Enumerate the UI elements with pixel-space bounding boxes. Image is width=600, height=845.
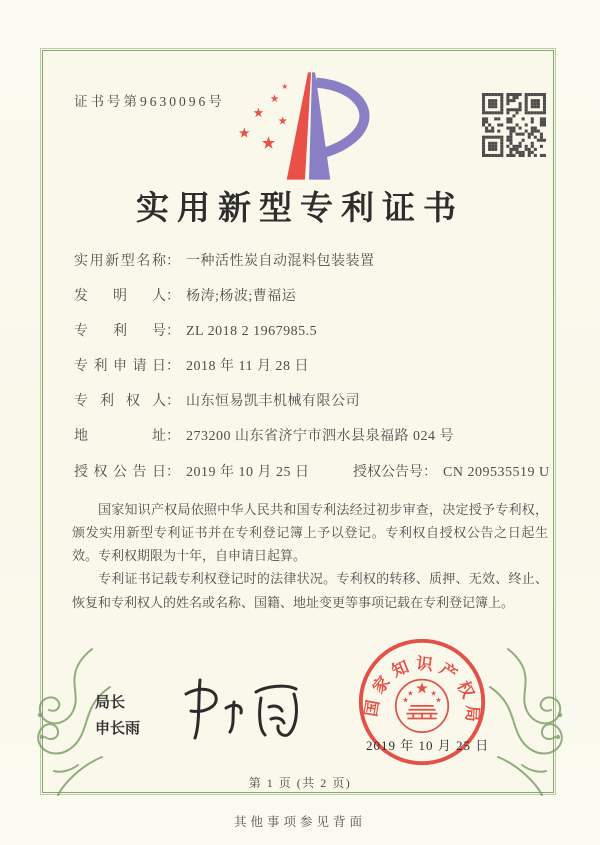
field-value: 杨涛;杨波;曹福运 [186,289,297,304]
grant-number-value: CN 209535519 U [443,465,550,480]
field-value: 山东恒易凯丰机械有限公司 [186,394,360,409]
director-signature [168,672,318,746]
see-reverse-note: 其他事项参见背面 [233,815,366,829]
legal-paragraph-2: 专利证书记载专利权登记时的法律状况。专利权的转移、质押、无效、终止、恢复和专利权人的姓名或名称、国籍、地址变更等事项记载在专利登记簿上。 [72,571,548,610]
certificate-title: 实用新型专利证书 [136,191,464,227]
grant-date-value: 2019 年 10 月 25 日 [186,465,310,480]
field-address: 地址： 273200 山东省济宁市泗水县泉福路 024 号 [74,427,544,447]
patent-office-logo-icon [222,66,394,188]
certificate-number: 证书号第9630096号 [74,94,225,109]
field-label: 授权公告日 [74,465,166,480]
field-value: 2018 年 11 月 28 日 [186,359,309,374]
seal-date: 2019 年 10 月 25 日 [366,738,490,753]
field-patentee: 专利权人： 山东恒易凯丰机械有限公司 [74,392,544,412]
legal-paragraph-1: 国家知识产权局依照中华人民共和国专利法经过初步审查，决定授予专利权，颁发实用新型专利证书并在专利登记簿上予以登记。专利权自授权公告之日起生效。专利权期限为十年，自申请日起算。 [72,502,548,564]
field-label: 地址 [74,429,166,444]
field-label: 授权公告号 [353,465,423,480]
field-label: 发明人 [74,289,166,304]
field-value: 一种活性炭自动混料包装装置 [186,254,375,269]
field-value: 273200 山东省济宁市泗水县泉福路 024 号 [186,429,454,444]
field-patent-number: 专利号： ZL 2018 2 1967985.5 [74,322,544,342]
director-title: 局长 [95,694,126,711]
field-label: 实用新型名称 [74,254,166,269]
director-block [95,690,140,742]
seal-text: 国家知识产权局 [361,653,483,729]
field-utility-model-name: 实用新型名称： 一种活性炭自动混料包装装置 [74,252,544,272]
grant-number-pair: 授权公告号： CN 209535519 U [353,465,550,480]
field-label: 专利申请日 [74,359,166,374]
field-label: 专利号 [74,324,166,339]
qr-code [482,93,546,157]
field-label: 专利权人 [74,394,166,409]
field-value: ZL 2018 2 1967985.5 [186,324,318,339]
page-number: 第 1 页 (共 2 页) [248,776,352,790]
field-inventors: 发明人： 杨涛;杨波;曹福运 [74,287,544,307]
patent-fields [74,252,550,498]
grant-date-pair: 授权公告日： 2019 年 10 月 25 日 [74,465,313,480]
field-filing-date: 专利申请日： 2018 年 11 月 28 日 [74,357,544,377]
director-name: 申长雨 [95,720,141,737]
legal-text [72,498,548,614]
field-grant-announcement [74,463,550,483]
